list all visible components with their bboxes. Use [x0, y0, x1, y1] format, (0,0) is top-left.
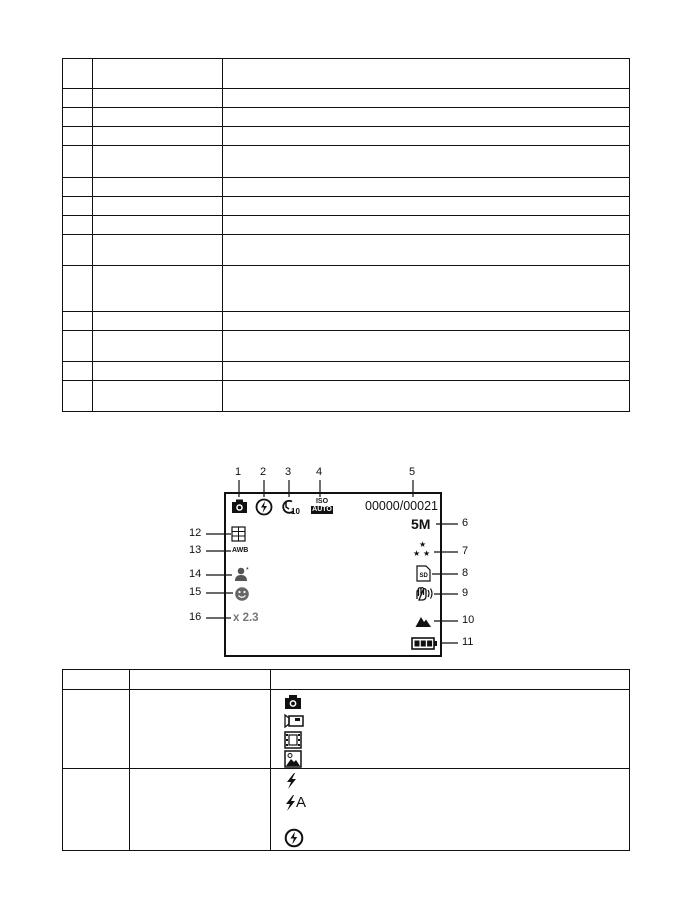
metering-icon [231, 526, 247, 542]
callout-2: 2 [260, 466, 267, 478]
landscape-scene-icon [415, 614, 432, 628]
table-row [63, 690, 630, 769]
flash-auto-icon [284, 794, 296, 812]
lcd-screen [224, 492, 442, 657]
resolution-indicator: 5M [411, 516, 431, 532]
flash-off-icon [255, 498, 273, 516]
camera-icon [284, 694, 302, 710]
table-row [63, 769, 630, 851]
callout-7: 7 [462, 545, 469, 557]
callout-10: 10 [462, 614, 475, 626]
callout-1: 1 [235, 466, 242, 478]
flash-on-icon [284, 772, 298, 790]
svg-text:★: ★ [419, 540, 427, 549]
callout-8: 8 [462, 567, 469, 579]
flash-off-icon [284, 828, 304, 848]
shot-counter: 00000/00021 [365, 499, 438, 513]
camera-icon [231, 499, 248, 514]
callout-6: 6 [462, 517, 469, 529]
self-timer-seconds: 10 [291, 507, 300, 516]
zoom-indicator: x 2.3 [233, 612, 259, 624]
anti-shake-icon [414, 585, 434, 602]
white-balance-indicator: AWB [232, 547, 249, 554]
video-camera-icon [284, 713, 304, 728]
callout-14: 14 [189, 568, 202, 580]
iso-label: ISO [315, 498, 329, 505]
face-detect-icon [234, 566, 252, 582]
svg-text:*: * [246, 567, 249, 574]
flash-icons-cell [271, 769, 630, 851]
mode-icons-cell [271, 690, 630, 769]
callout-9: 9 [462, 587, 469, 599]
smile-detect-icon [234, 586, 250, 602]
callout-13: 13 [189, 544, 202, 556]
battery-icon [411, 637, 438, 650]
callout-15: 15 [189, 586, 202, 598]
svg-text:★: ★ [423, 549, 431, 557]
iso-value: AUTO [312, 506, 332, 513]
callout-12: 12 [189, 527, 202, 539]
sd-card-icon [416, 565, 431, 582]
legend-table [62, 669, 630, 851]
sd-card-label: SD [419, 573, 428, 579]
callout-3: 3 [285, 466, 292, 478]
flash-auto-label: A [296, 794, 307, 811]
callout-5: 5 [409, 466, 416, 478]
iso-indicator [311, 498, 333, 514]
callout-16: 16 [189, 611, 202, 623]
callout-4: 4 [316, 466, 323, 478]
svg-text:★: ★ [413, 549, 421, 557]
photo-playback-icon [284, 750, 302, 768]
quality-stars-icon [412, 540, 434, 557]
table-header-row [63, 670, 630, 690]
film-playback-icon [284, 731, 302, 749]
callout-11: 11 [462, 636, 474, 648]
